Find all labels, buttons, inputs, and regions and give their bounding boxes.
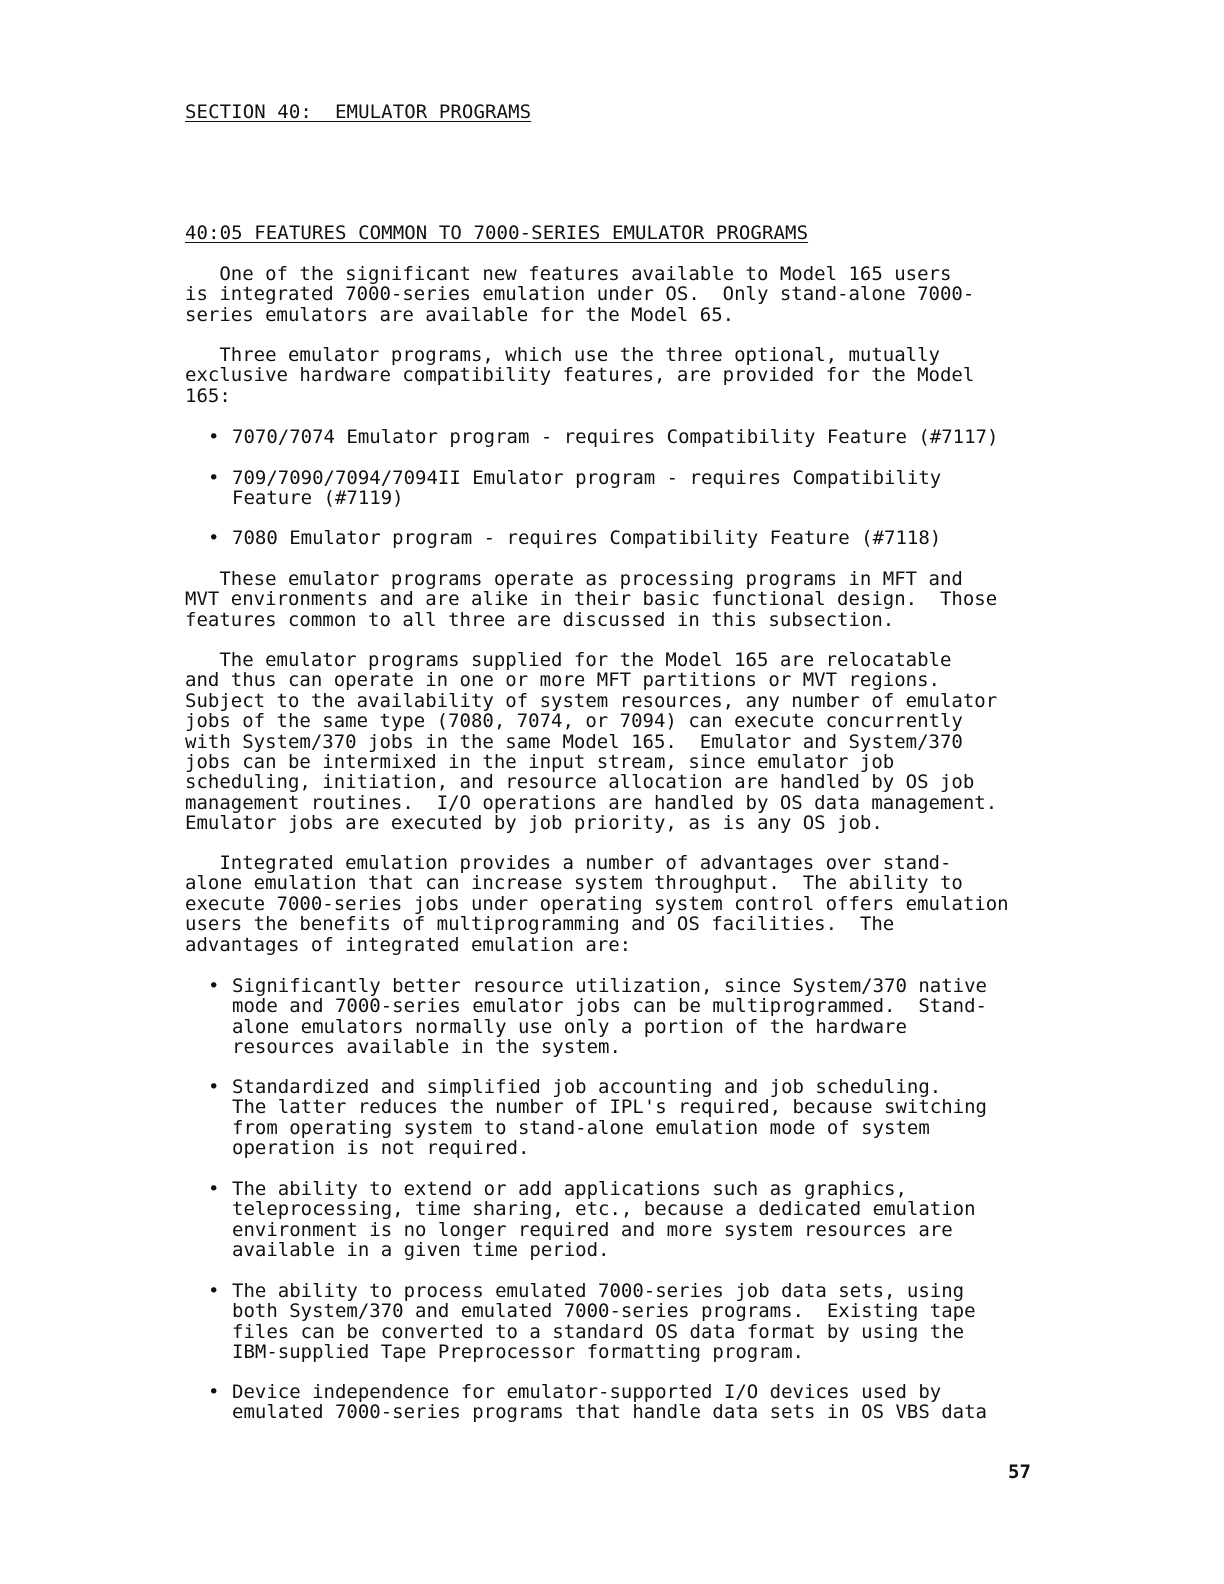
page-number: 57 <box>1008 1461 1031 1483</box>
list-item-text: The ability to process emulated 7000-series job data sets, using both System/370 and emulated 7000-series programs. Existing tape files can be converted to a standard OS data format by using the IBM-supplied Tape Preprocessor formatting program. <box>232 1280 976 1364</box>
bullet-icon: • <box>208 467 220 489</box>
bullet-icon: • <box>208 975 220 997</box>
paragraph-relocatable: The emulator programs supplied for the Model 165 are relocatable and thus can operate in one or more MFT partitions or MVT regions. Subject to the availability of system resources, any number of emulator jobs of the same type (7080, 7074, or 7094) can execute concurrently with System/370 jobs in the same Model 165. Emulator and System/370 jobs can be intermixed in the input stream, since emulator job scheduling, initiation, and resource allocation are handled by OS job management routines. I/O operations are handled by OS data management. Emulator jobs are executed by job priority, as is any OS job. <box>185 649 998 835</box>
list-item-text: The ability to extend or add applications such as graphics, teleprocessing, time sharing, etc., because a dedicated emulation environment is no longer required and more system resources are available in a given time period. <box>232 1178 976 1262</box>
bullet-icon: • <box>208 1076 220 1098</box>
list-item-text: 7070/7074 Emulator program - requires Compatibility Feature (#7117) <box>232 426 999 448</box>
bullet-icon: • <box>208 426 220 448</box>
list-item-text: Device independence for emulator-supported I/O devices used by emulated 7000-series programs that handle data sets in OS VBS data <box>232 1381 987 1424</box>
paragraph-processing-programs: These emulator programs operate as processing programs in MFT and MVT environments and are alike in their basic functional design. Those features common to all three are discussed in this subsection. <box>185 568 998 631</box>
bullet-icon: • <box>208 1280 220 1302</box>
paragraph-intro: One of the significant new features available to Model 165 users is integrated 7000-series emulation under OS. Only stand-alone 7000- series emulators are available for the Model 65. <box>185 263 975 326</box>
bullet-icon: • <box>208 1381 220 1403</box>
bullet-icon: • <box>208 1178 220 1200</box>
section-title: SECTION 40: EMULATOR PROGRAMS <box>185 101 532 123</box>
list-item-text: 7080 Emulator program - requires Compatibility Feature (#7118) <box>232 527 942 549</box>
subsection-title: 40:05 FEATURES COMMON TO 7000-SERIES EMULATOR PROGRAMS <box>185 222 809 244</box>
paragraph-three-programs: Three emulator programs, which use the three optional, mutually exclusive hardware compatibility features, are provided for the Model 165: <box>185 344 975 407</box>
list-item-text: 709/7090/7094/7094II Emulator program - requires Compatibility Feature (#7119) <box>232 467 942 510</box>
list-item-text: Standardized and simplified job accounting and job scheduling. The latter reduces the number of IPL's required, because switching from operating system to stand-alone emulation mode of system operation is not required. <box>232 1076 987 1160</box>
paragraph-integrated-emulation: Integrated emulation provides a number of advantages over stand- alone emulation that can increase system throughput. The ability to execute 7000-series jobs under operating system control offers emulation users the benefits of multiprogramming and OS facilities. The advantages of integrated emulation are: <box>185 852 1009 956</box>
list-item-text: Significantly better resource utilization, since System/370 native mode and 7000-series emulator jobs can be multiprogrammed. Stand- alone emulators normally use only a portion of the hardware resources available in the system. <box>232 975 987 1059</box>
bullet-icon: • <box>208 527 220 549</box>
